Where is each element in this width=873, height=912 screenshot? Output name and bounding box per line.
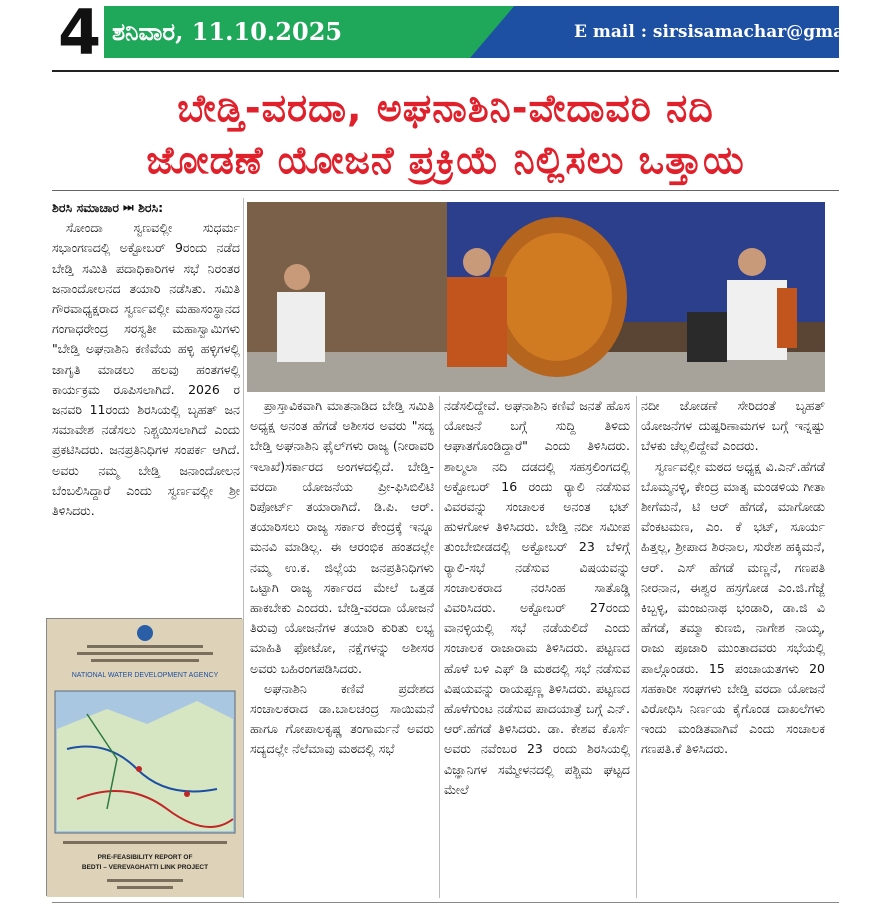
column-4: [641, 396, 825, 898]
cover-title-line-2: BEDTI – VEREVAGHATTI LINK PROJECT: [81, 864, 209, 871]
report-cover-image: [46, 618, 242, 896]
masthead-strip: [0, 0, 873, 69]
person-figure-icon-3: [738, 248, 766, 276]
column-3: [444, 396, 630, 898]
bottom-rule: [52, 902, 839, 903]
column-2: [250, 396, 434, 898]
column-divider: [439, 396, 440, 898]
headline-line-1: ಬೇಡ್ತಿ-ವರದಾ, ಅಘನಾಶಿನಿ-ವೇದಾವರಿ ನದಿ: [177, 86, 714, 130]
column-4-text-b: ಸ್ವರ್ಣವಲ್ಲೀ ಮಠದ ಅಧ್ಯಕ್ಷ ವಿ.ಎನ್.ಹೆಗಡೆ ಬೊಮ್ಮನಳ್ಳಿ, ಕೇಂದ್ರ ಮಾತೃ ಮಂಡಳಿಯ ಗೀತಾ ಶೀಗೆಮನೆ, ಟಿ ಆರ್ ಹೆಗಡೆ, ಮಾಗೋಡು ವೆಂಕಟಮಣ, ಎಂ. ಕೆ ಭಟ್, ಸೂರ್ಯ ಹಿತ್ತಲ್ಲ, ಶ್ರೀಪಾದ ಶಿರನಾಲ, ಸುರೇಶ ಹಕ್ಕಿಮನೆ, ಆರ್. ಎಸ್ ಹೆಗಡೆ ಮಣ್ಣನೆ, ಗಣಪತಿ ನೀರನಾನ, ಈಶ್ವರ ಹಸ್ರಗೋಡ ಎಂ.ಜಿ.ಗೆಜ್ಜೆ ಕಿಬ್ಬಳ್ಳಿ, ಮಂಜುನಾಥ ಭಂಡಾರಿ, ಡಾ.ಜಿ ವಿ ಹೆಗಡೆ, ತಮ್ಮಾ ಕುಣಬಿ, ನಾಗೇಶ ನಾಯ್ಕ, ರಾಜು ಪೂಜಾರಿ ಮುಂತಾದವರು ಸಭೆಯಲ್ಲಿ ಪಾಲ್ಗೊಂಡರು. 15 ಪಂಚಾಯತಗಳು 20 ಸಹಕಾರೀ ಸಂಘಗಳು ಬೇಡ್ತಿ ವರದಾ ಯೋಜನೆ ವಿರೋಧಿಸಿ ನಿರ್ಣಯ ಕೈಗೊಂಡ ದಾಖಲೆಗಳು ಇಂದು ಮಂಡಿತವಾಗಿವೆ ಎಂದು ಸಂಚಾಲಕ ಗಣಪತಿ.ಕೆ ತಿಳಿಸಿದರು.: [641, 458, 825, 757]
column-1: [52, 198, 240, 608]
agency-emblem-icon: [137, 625, 153, 641]
column-2-text: ಪ್ರಾಸ್ತಾವಿಕವಾಗಿ ಮಾತನಾಡಿದ ಬೇಡ್ತಿ ಸಮಿತಿ ಅಧ್ಯಕ್ಷ ಅನಂತ ಹೆಗಡೆ ಅಶೀಸರ ಅವರು "ಸದ್ಯ ಬೇಡ್ತಿ ಅಘನಾಶಿನಿ ಫೈಲ್‌ಗಳು ರಾಜ್ಯ (ನೀರಾವರಿ ಇಲಾಖೆ)ಸರ್ಕಾರದ ಅಂಗಳದಲ್ಲಿದೆ. ಬೇಡ್ತಿ-ವರದಾ ಯೋಜನೆಯ ಪ್ರೀ-ಫಿಸಿಬಿಲಿಟಿ ರಿಪೋರ್ಟ್ ತಯಾರಾಗಿದೆ. ಡಿ.ಪಿ. ಆರ್. ತಯಾರಿಸಲು ರಾಜ್ಯ ಸರ್ಕಾರ ಕೇಂದ್ರಕ್ಕೆ ಇನ್ನೂ ಮನವಿ ಮಾಡಿಲ್ಲ. ಈ ಆರಂಭಿಕ ಹಂತದಲ್ಲೇ ನಮ್ಮ ಉ.ಕ. ಜಿಲ್ಲೆಯ ಜನಪ್ರತಿನಿಧಿಗಳು ಒಟ್ಟಾಗಿ ರಾಜ್ಯ ಸರ್ಕಾರದ ಮೇಲೆ ಒತ್ತಡ ಹಾಕಬೇಕು ಎಂದರು. ಬೇಡ್ತಿ-ವರದಾ ಯೋಜನೆ ತಿರುವು ಯೋಜನೆಗಳ ತಯಾರಿ ಕುರಿತು ಲಭ್ಯ ಮಾಹಿತಿ ಫೋಟೋ, ನಕ್ಷೆಗಳನ್ನು ಅಶೀಸರ ಅವರು ಬಹಿರಂಗಪಡಿಸಿದರು.: [250, 398, 434, 676]
cover-agency-name: NATIONAL WATER DEVELOPMENT AGENCY: [71, 672, 219, 679]
event-photo-illustration: [247, 202, 825, 392]
headline: [52, 82, 839, 186]
headline-rule: [52, 190, 839, 191]
person-figure-icon-2: [284, 264, 310, 290]
event-photo: [247, 202, 825, 392]
column-1-text: ಸೋಂದಾ ಸ್ವಣವಲ್ಲೀ ಸುಧರ್ಮ ಸಭಾಂಗಣದಲ್ಲಿ ಅಕ್ಟೋಬರ್ 9ರಂದು ನಡೆದ ಬೇಡ್ತಿ ಸಮಿತಿ ಪದಾಧಿಕಾರಿಗಳ ಸಭೆ ನಿರಂತರ ಜನಾಂದೋಲನದ ತಯಾರಿ ನಡೆಸಿತು. ಸಮಿತಿ ಗೌರವಾಧ್ಯಕ್ಷರಾದ ಸ್ವರ್ಣವಲ್ಲೀ ಮಹಾಸಂಸ್ಥಾನದ ಗಂಗಾಧರೇಂದ್ರ ಸರಸ್ವತೀ ಮಹಾಸ್ವಾಮಿಗಳು "ಬೇಡ್ತಿ ಅಘನಾಶಿನಿ ಕಣಿವೆಯ ಹಳ್ಳಿ ಹಳ್ಳಿಗಳಲ್ಲಿ ಜಾಗೃತಿ ಮಾಡಲು ಹಲವು ಹಂತಗಳಲ್ಲಿ ಕಾರ್ಯಕ್ರಮ ರೂಪಿಸಲಾಗಿದೆ. 2026 ರ ಜನವರಿ 11ರಂದು ಶಿರಸಿಯಲ್ಲಿ ಬೃಹತ್ ಜನ ಸಮಾವೇಶ ನಡೆಸಲು ನಿಶ್ಚಯಿಸಲಾಗಿದೆ ಎಂದು ಪ್ರಕಟಿಸಿದರು. ಜನಪ್ರತಿನಿಧಿಗಳ ಸಂಪರ್ಕ ಆಗಿದೆ. ಅವರು ನಮ್ಮ ಬೇಡ್ತಿ ಜನಾಂದೋಲನ ಬೆಂಬಲಿಸಿದ್ದಾರೆ ಎಂದು ಸ್ವರ್ಣವಲ್ಲೀ ಶ್ರೀ ತಿಳಿಸಿದರು.: [52, 220, 240, 519]
top-rule: [52, 70, 839, 72]
column-divider: [243, 198, 244, 898]
person-figure-icon: [463, 248, 491, 276]
column-4-text: ನದೀ ಜೋಡಣೆ ಸೇರಿದಂತೆ ಬೃಹತ್ ಯೋಜನೆಗಳ ದುಷ್ಪರಿಣಾಮಗಳ ಬಗ್ಗೆ ಇನ್ನಷ್ಟು ಬೆಳಕು ಚೆಲ್ಲಲಿದ್ದೇವೆ ಎಂದರು.: [641, 398, 825, 454]
contact-email[interactable]: E mail : sirsisamachar@gmail.c: [574, 22, 873, 42]
byline: ಶಿರಸಿ ಸಮಾಚಾರ ⏭ ಶಿರಸಿ:: [52, 200, 164, 215]
column-divider: [636, 396, 637, 898]
report-cover-illustration: [47, 619, 243, 897]
page-number: 4: [58, 0, 102, 69]
headline-line-2: ಜೋಡಣೆ ಯೋಜನೆ ಪ್ರಕ್ರಿಯೆ ನಿಲ್ಲಿಸಲು ಒತ್ತಾಯ: [146, 138, 745, 182]
cover-title-line-1: PRE-FEASIBILITY REPORT OF: [97, 854, 193, 861]
issue-date: ಶನಿವಾರ, 11.10.2025: [112, 17, 343, 46]
column-3-text: ನಡೆಸಲಿದ್ದೇವೆ. ಅಘನಾಶಿನಿ ಕಣಿವೆ ಜನತೆ ಹೊಸ ಯೋಜನೆ ಬಗ್ಗೆ ಸುದ್ದಿ ತಿಳಿದು ಆಘಾತಗೊಂಡಿದ್ದಾರೆ" ಎಂದು ತಿಳಿಸಿದರು. ಶಾಲ್ಮಲಾ ನದಿ ದಡದಲ್ಲಿ ಸಹಸ್ರಲಿಂಗದಲ್ಲಿ ಅಕ್ಟೋಬರ್ 16 ರಂದು ರ‍್ಯಾಲಿ ನಡೆಸುವ ವಿವರವನ್ನು ಸಂಚಾಲಕ ಅನಂತ ಭಟ್ ಹುಳಗೋಳ ತಿಳಿಸಿದರು. ಬೇಡ್ತಿ ನದೀ ಸಮೀಪ ತುಂಬೇಬೀಡದಲ್ಲಿ ಅಕ್ಟೋಬರ್ 23 ಬೆಳಿಗ್ಗೆ ರ‍್ಯಾಲಿ-ಸಭೆ ನಡೆಸುವ ವಿಷಯವನ್ನು ಸಂಚಾಲಕರಾದ ನರಸಿಂಹ ಸಾತೊಡ್ಡಿ ವಿವರಿಸಿದರು. ಅಕ್ಟೋಬರ್ 27ರಂದು ವಾನಳ್ಳಿಯಲ್ಲಿ ಸಭೆ ನಡೆಯಲಿದೆ ಎಂದು ಸಂಚಾಲಕ ರಾಜಾರಾಮ ತಿಳಿಸಿದರು. ಪಟ್ಟಣದ ಹೊಳೆ ಬಳಿ ಎಫ್ ಡಿ ಮಠದಲ್ಲಿ ಸಭೆ ನಡೆಸುವ ವಿಷಯವನ್ನು ರಾಯಪ್ಪಣ್ಣ ತಿಳಿಸಿದರು. ಪಟ್ಟಣದ ಹೊಳೆಗುಂಟ ನಡೆಸುವ ಪಾದಯಾತ್ರೆ ಬಗ್ಗೆ ಎನ್. ಆರ್.ಹೆಗಡೆ ತಿಳಿಸಿದರು. ಡಾ. ಕೇಶವ ಕೊರ್ಸೆ ಅವರು ನವೆಂಬರ 23 ರಂದು ಶಿರಸಿಯಲ್ಲಿ ವಿಜ್ಞಾನಿಗಳ ಸಮ್ಮೇಳನದಲ್ಲಿ ಪಶ್ಚಿಮ ಘಟ್ಟದ ಮೇಲೆ: [444, 398, 630, 797]
column-2-text-b: ಅಘನಾಶಿನಿ ಕಣಿವೆ ಪ್ರದೇಶದ ಸಂಚಾಲಕರಾದ ಡಾ.ಬಾಲಚಂದ್ರ ಸಾಯಿಮನೆ ಹಾಗೂ ಗೋಪಾಲಕೃಷ್ಣ ತಂಗಾರ್ಮನೆ ಅವರು ಸದ್ಯದಲ್ಲೇ ನೆಲೆಮಾವು ಮಠದಲ್ಲಿ ಸಭೆ: [250, 680, 434, 757]
